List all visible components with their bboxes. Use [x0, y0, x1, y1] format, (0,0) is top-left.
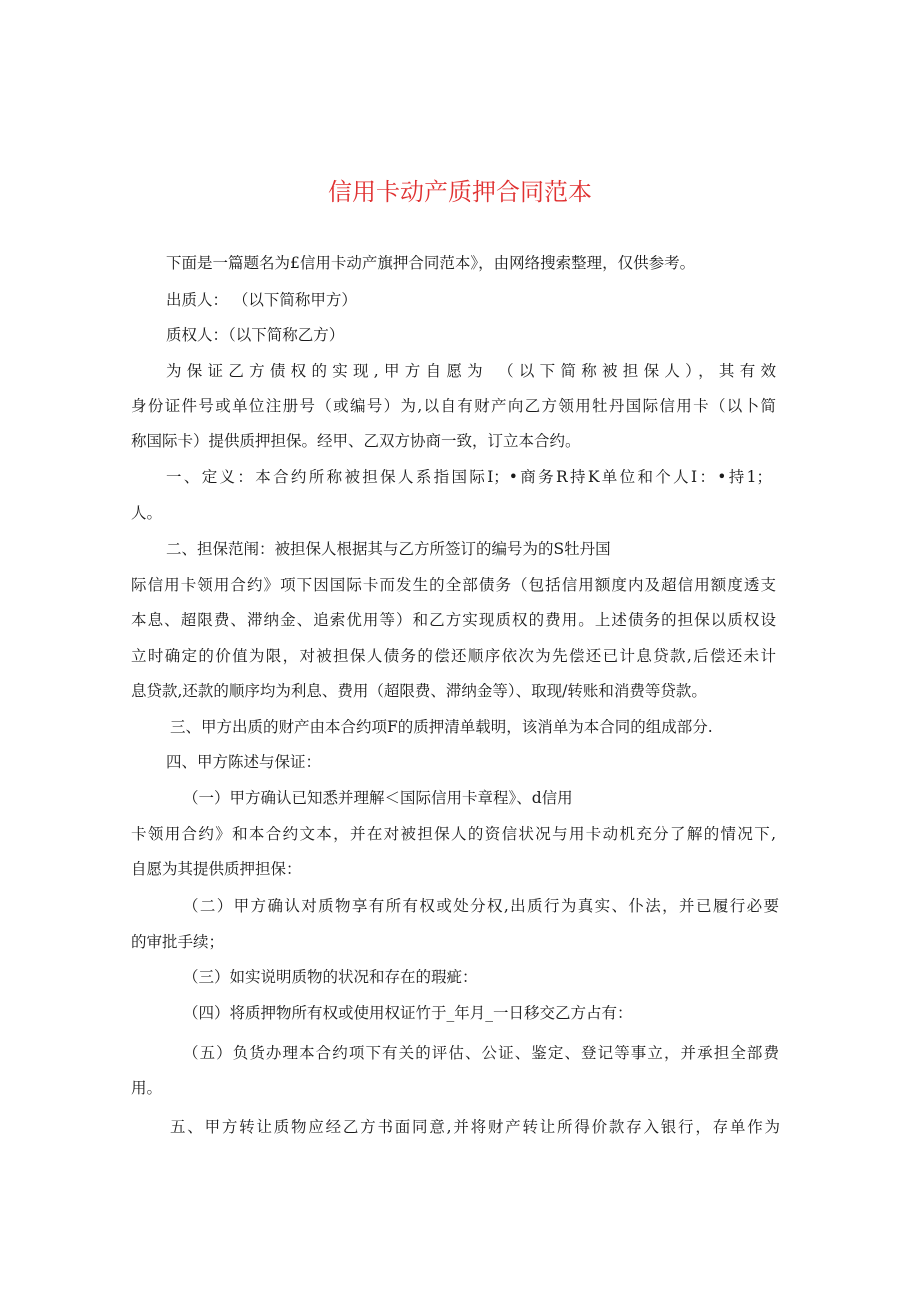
section-4-item-5: （五）负货办理本合约项下有关的评估、公证、鉴定、登记等事立，并承担全部费: [183, 1044, 779, 1062]
section-4-item-1: 卡领用合约》和本合约文本，并在对被担保人的资信状况与用卡动机充分了解的情况下,: [131, 825, 776, 843]
section-2-line: 本息、超限费、滞纳金、追索优用等）和乙方实现质权的费用。上述债务的担保以质权设: [131, 611, 776, 629]
paragraph-line: 身份证件号或单位注册号（或编号）为,以自有财产向乙方领用牡丹国际信用卡（以卜简: [131, 397, 776, 415]
section-4-item-4: （四）将质押物所有权或使用权证竹于_年月_一日移交乙方占有：: [183, 1004, 633, 1022]
section-4-item-2: （二）甲方确认对质物享有所有权或处分权,出质行为真实、仆法，并已履行必要: [183, 897, 779, 915]
paragraph-line: 为保证乙方债权的实现,甲方自愿为 （以下简称被担保人），其有效: [166, 362, 776, 380]
section-4-heading: 四、甲方陈述与保证：: [166, 753, 322, 771]
section-4-item-3: （三）如实说明质物的状况和存在的瑕疵：: [183, 968, 478, 986]
section-4-item-5: 用。: [131, 1079, 163, 1097]
paragraph-line: 称国际卡）提供质押担保。经甲、乙双方协商一致，订立本合约。: [131, 432, 581, 450]
section-5-line: 五、甲方转让质物应经乙方书面同意,并将财产转让所得价款存入银行，存单作为: [170, 1118, 780, 1136]
intro-line: 下面是一篇题名为£信用卡动产旗押合同范本》，由网络搜索整理，仅供参考。: [166, 254, 696, 272]
section-4-item-1: 自愿为其提供质押担保：: [131, 860, 302, 878]
document-title: 信用卡动产质押合同范本: [328, 178, 592, 206]
section-2-line: 立时确定的价值为限，对被担保人债务的偿还顺序依次为先偿还已计息贷款,后偿还未计: [131, 647, 776, 665]
section-3-line: 三、甲方出质的财产由本合约项F的质押清单载明，该消单为本合同的组成部分.: [170, 718, 713, 736]
section-2-line: 际信用卡领用合约》项下因国际卡而发生的全部债务（包括信用额度内及超信用额度透支: [131, 576, 776, 594]
pledgor-line: 出质人： （以下简称甲方）: [166, 291, 357, 309]
section-4-item-1: （一）甲方确认已知悉并理解＜国际信用卡章程》、d信用: [183, 789, 573, 807]
section-1-line: 人。: [131, 504, 163, 522]
section-2-line: 二、担保范闱：被担保人根据其与乙方所签订的编号为的S牡丹国: [166, 540, 611, 558]
section-2-line: 息贷款,还款的顺序均为利息、费用（超限费、滞纳金等）、取现/转账和消费等贷款。: [131, 682, 707, 700]
pledgee-line: 质权人：（以下简称乙方）: [166, 326, 345, 344]
section-4-item-2: 的审批手续；: [131, 933, 225, 951]
section-1-line: 一、定义：本合约所称被担保人系指国际I；•商务R持K单位和个人I：•持1；: [166, 468, 772, 486]
